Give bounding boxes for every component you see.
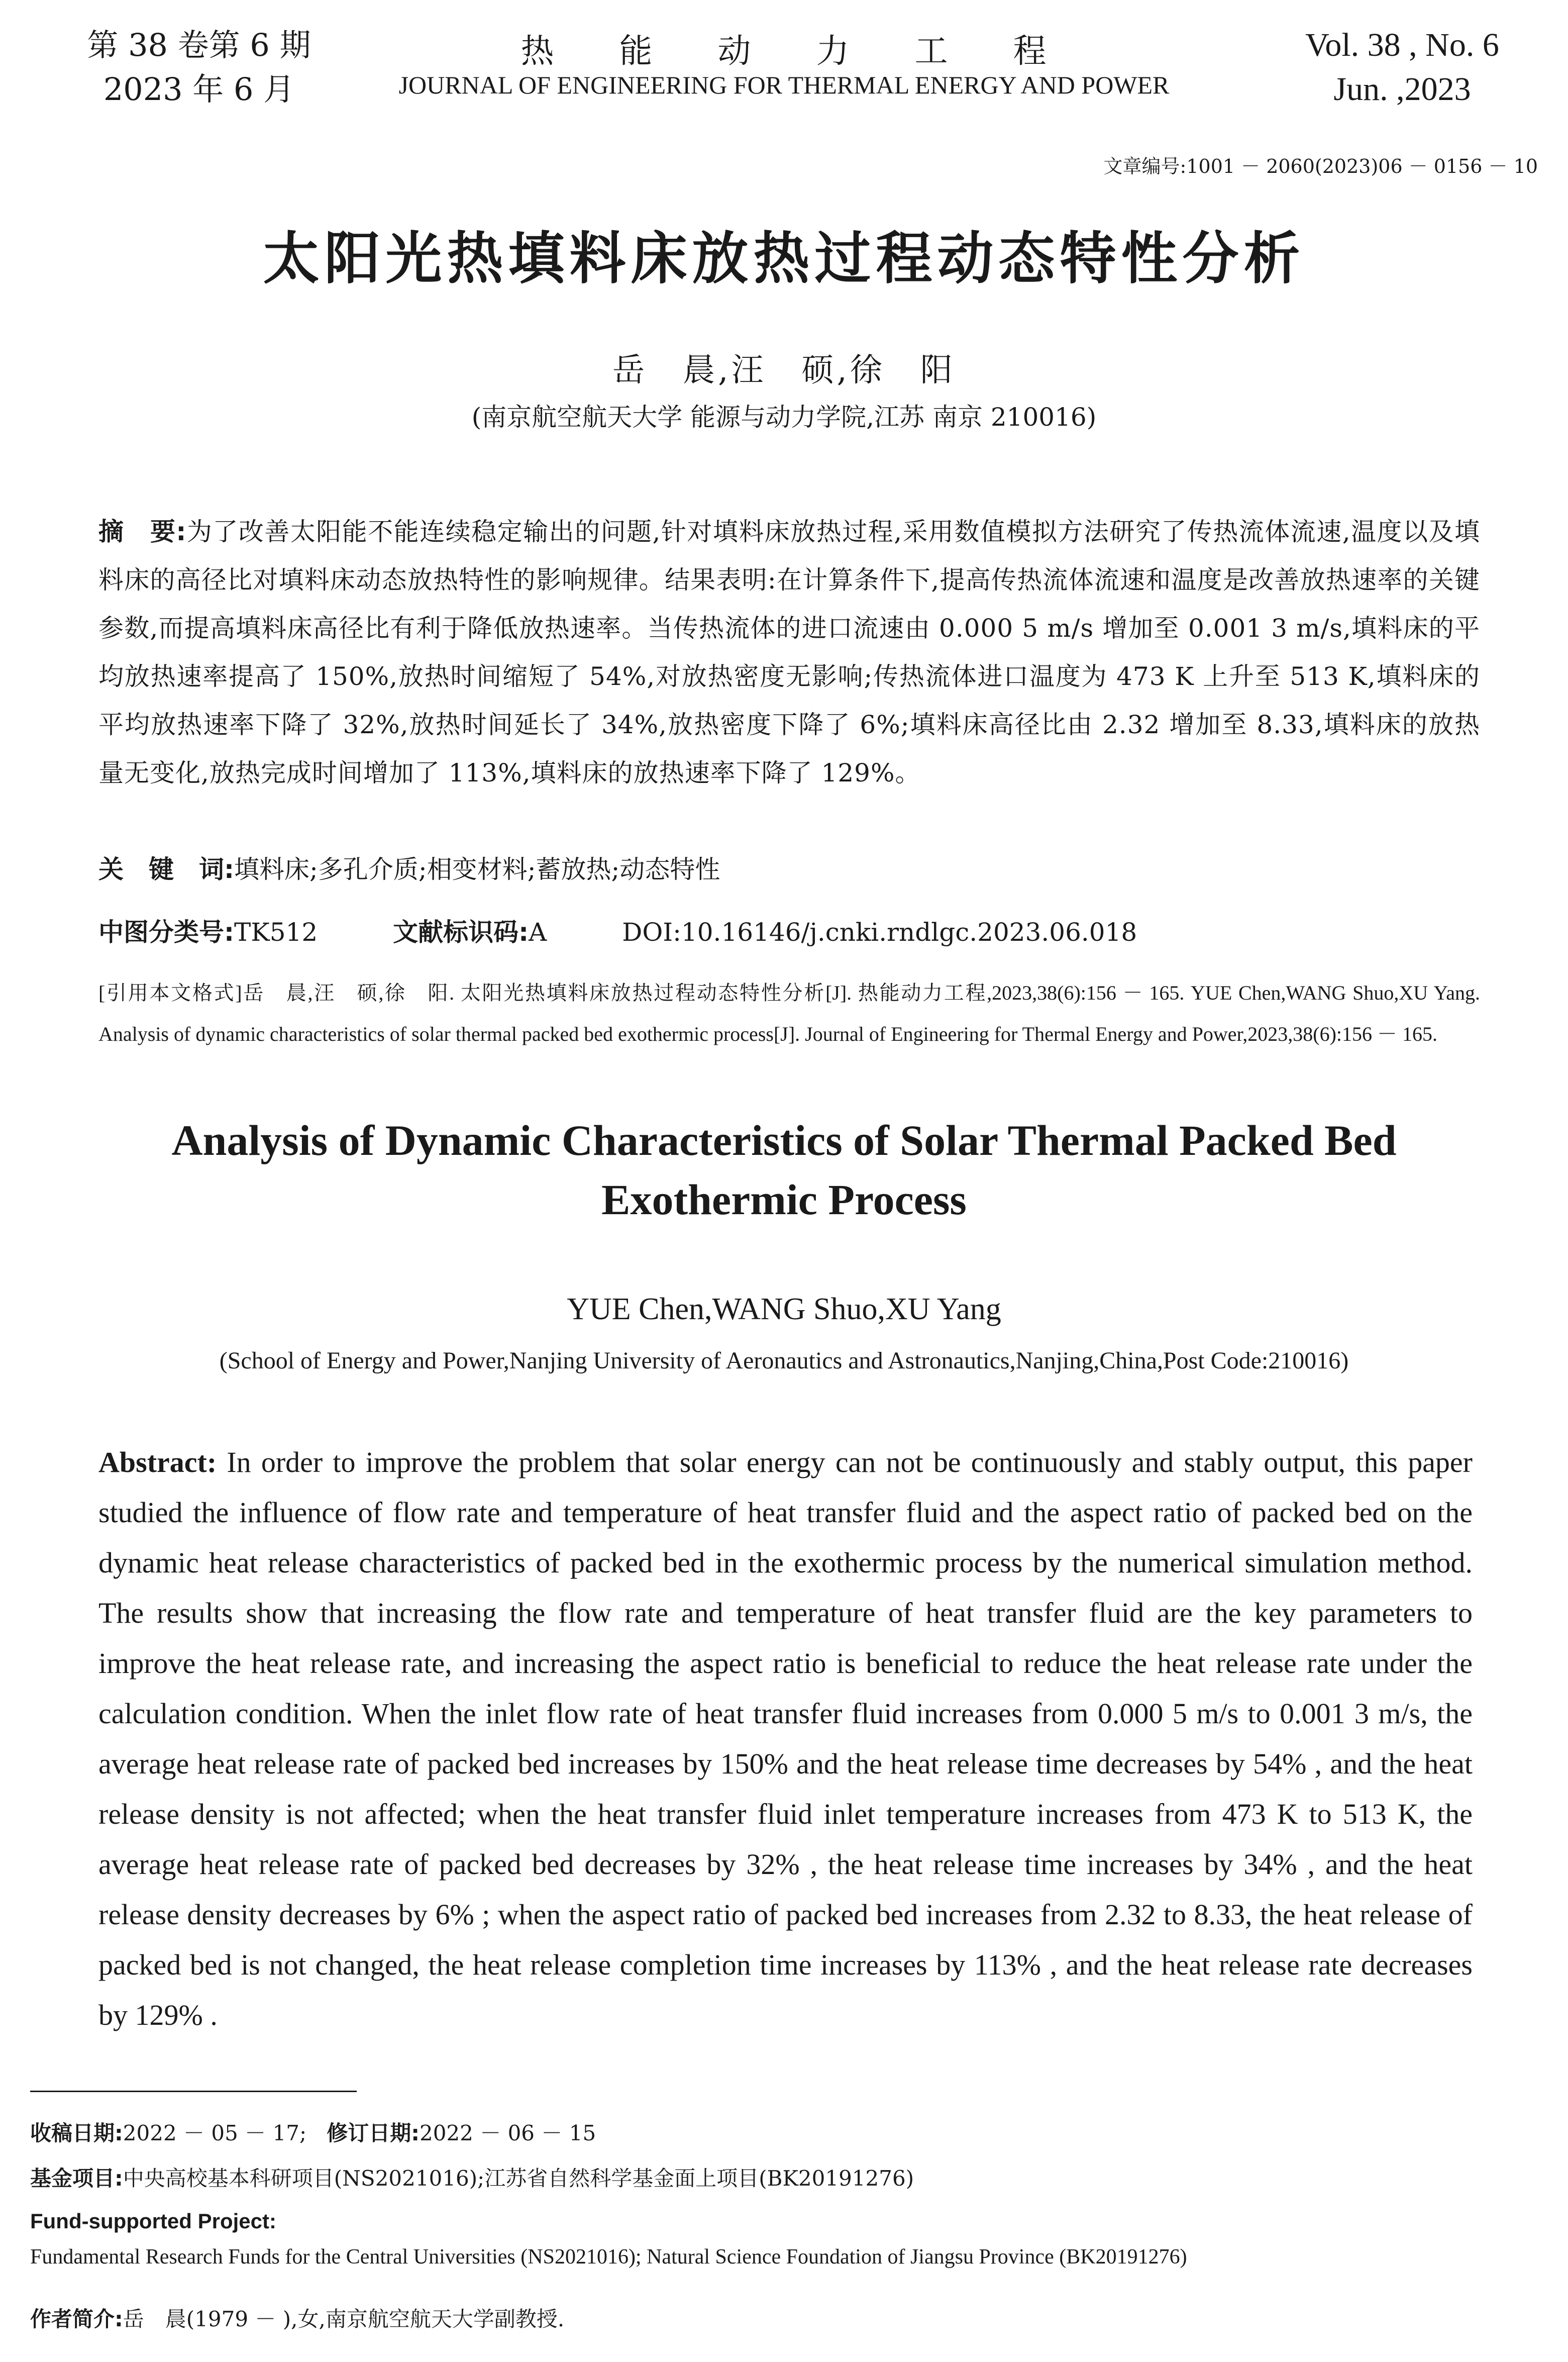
fund-en-label: Fund-supported Project: xyxy=(30,2209,276,2233)
keywords-label: 关 键 词: xyxy=(98,855,234,884)
abstract-en-text: In order to improve the problem that solar energy can not be continuously and stably output, this paper studied the influence of flow rate and temperature of heat transfer fluid and the aspect ratio of packed bed on the dynamic heat release characteristics of packed bed in the exothermic process by the numerical simulation method. The results show that increasing the flow rate and temperature of heat transfer fluid are the key parameters to improve the heat release rate, and increasing the aspect ratio is beneficial to reduce the heat release rate under the calculation condition. When the inlet flow rate of heat transfer fluid increases from 0.000 5 m/s to 0.001 3 m/s, the average heat release rate of packed bed increases by 150% and the heat release time decreases by 54% , and the heat release density is not affected; when the heat transfer fluid inlet temperature increases from 473 K to 513 K, the average heat release rate of packed bed decreases by 32% , the heat release time increases by 34% , and the heat release density decreases by 6% ; when the aspect ratio of packed bed increases from 2.32 to 8.33, the heat release of packed bed is not changed, the heat release completion time increases by 113% , and the heat release rate decreases by 129% . xyxy=(98,1446,1473,2031)
fund-cn-value: 中央高校基本科研项目(NS2021016);江苏省自然科学基金面上项目(BK20191276) xyxy=(123,2166,914,2191)
keywords-text: 填料床;多孔介质;相变材料;蓄放热;动态特性 xyxy=(234,855,720,884)
received-label: 收稿日期: xyxy=(30,2121,123,2145)
revised-date: 2022 － 06 － 15 xyxy=(419,2121,596,2145)
author-bio-label: 作者简介: xyxy=(30,2307,123,2331)
journal-char: 力 xyxy=(816,32,851,70)
author-bio-value: 岳 晨(1979 － ),女,南京航空航天大学副教授. xyxy=(123,2307,565,2331)
fund-en-value: Fundamental Research Funds for the Central Universities (NS2021016); Natural Science Foundation of Jiangsu Province (BK20191276) xyxy=(30,2245,1187,2269)
footnote-author-bio xyxy=(30,2302,1487,2337)
affiliation-cn: (南京航空航天大学 能源与动力学院,江苏 南京 210016) xyxy=(471,403,1097,432)
journal-char: 工 xyxy=(914,32,949,70)
article-number: 文章编号:1001 － 2060(2023)06 － 0156 － 10 xyxy=(1103,155,1538,177)
footnote-fund-cn xyxy=(30,2161,1487,2196)
abstract-cn-label: 摘 要: xyxy=(98,517,187,546)
clc-label: 中图分类号: xyxy=(98,918,234,947)
citation-format xyxy=(98,972,1480,1055)
footnote-dates xyxy=(30,2116,1487,2151)
abstract-en-label: Abstract: xyxy=(98,1446,217,1479)
abstract-cn-text: 为了改善太阳能不能连续稳定输出的问题,针对填料床放热过程,采用数值模拟方法研究了传热流体流速,温度以及填料床的高径比对填料床动态放热特性的影响规律。结果表明:在计算条件下,提高传热流体流速和温度是改善放热速率的关键参数,而提高填料床高径比有利于降低放热速率。当传热流体的进口流速由 0.000 5 m/s 增加至 0.001 3 m/s,填料床的平均放热速率提高了 150%,放热时间缩短了 54%,对放热密度无影响;传热流体进口温度为 473 K 上升至 513 K,填料床的平均放热速率下降了 32%,放热时间延长了 34%,放热密度下降了 6%;填料床高径比由 2.32 增加至 8.33,填料床的放热量无变化,放热完成时间增加了 113%,填料床的放热速率下降了 129%。 xyxy=(98,517,1480,788)
citation-text: 岳 晨,汪 硕,徐 阳. 太阳光热填料床放热过程动态特性分析[J]. 热能动力工程,2023,38(6):156 － 165. YUE Chen,WANG Shuo,XU Yang. Analysis of dynamic characteristics of solar thermal packed bed exothermic process[J]. Journal of Engineering for Thermal Energy and Power,2023,38(6):156 － 165. xyxy=(98,981,1480,1045)
received-date: 2022 － 05 － 17; xyxy=(123,2121,307,2145)
keywords xyxy=(98,849,720,885)
abstract-en xyxy=(98,1437,1473,2040)
fund-cn-label: 基金项目: xyxy=(30,2166,123,2191)
authors-cn: 岳 晨,汪 硕,徐 阳 xyxy=(612,352,956,389)
classification-line xyxy=(98,912,1505,948)
paper-title-cn: 太阳光热填料床放热过程动态特性分析 xyxy=(263,226,1305,291)
paper-title-en-line: Analysis of Dynamic Characteristics of Solar Thermal Packed Bed xyxy=(171,1116,1397,1164)
journal-char: 动 xyxy=(717,32,752,70)
paper-title-en-line: Exothermic Process xyxy=(601,1175,967,1224)
running-header-right xyxy=(1297,23,1508,112)
journal-name-en: JOURNAL OF ENGINEERING FOR THERMAL ENERGY AND POWER xyxy=(398,71,1170,99)
citation-label: [引用本文格式] xyxy=(98,981,242,1004)
footnote-fund-en xyxy=(30,2204,1487,2275)
date-en: Jun. ,2023 xyxy=(1333,71,1471,108)
volume-issue-en: Vol. 38 , No. 6 xyxy=(1305,27,1499,63)
journal-char: 热 xyxy=(520,32,555,70)
authors-en: YUE Chen,WANG Shuo,XU Yang xyxy=(567,1292,1001,1326)
doc-code-label: 文献标识码: xyxy=(393,918,529,947)
doi: DOI:10.16146/j.cnki.rndlgc.2023.06.018 xyxy=(622,918,1137,947)
journal-char: 能 xyxy=(619,32,654,70)
doc-code-value: A xyxy=(529,918,547,947)
journal-char: 程 xyxy=(1013,32,1048,70)
abstract-cn xyxy=(98,508,1480,797)
footnote-divider xyxy=(30,2091,357,2092)
volume-issue-cn: 第 38 卷第 6 期 xyxy=(87,27,311,63)
date-cn: 2023 年 6 月 xyxy=(103,71,295,108)
affiliation-en: (School of Energy and Power,Nanjing University of Aeronautics and Astronautics,Nanjing,China,Post Code:210016) xyxy=(219,1347,1349,1374)
clc-value: TK512 xyxy=(234,918,318,947)
paper-title-en xyxy=(98,1111,1470,1229)
revised-label: 修订日期: xyxy=(327,2121,420,2145)
